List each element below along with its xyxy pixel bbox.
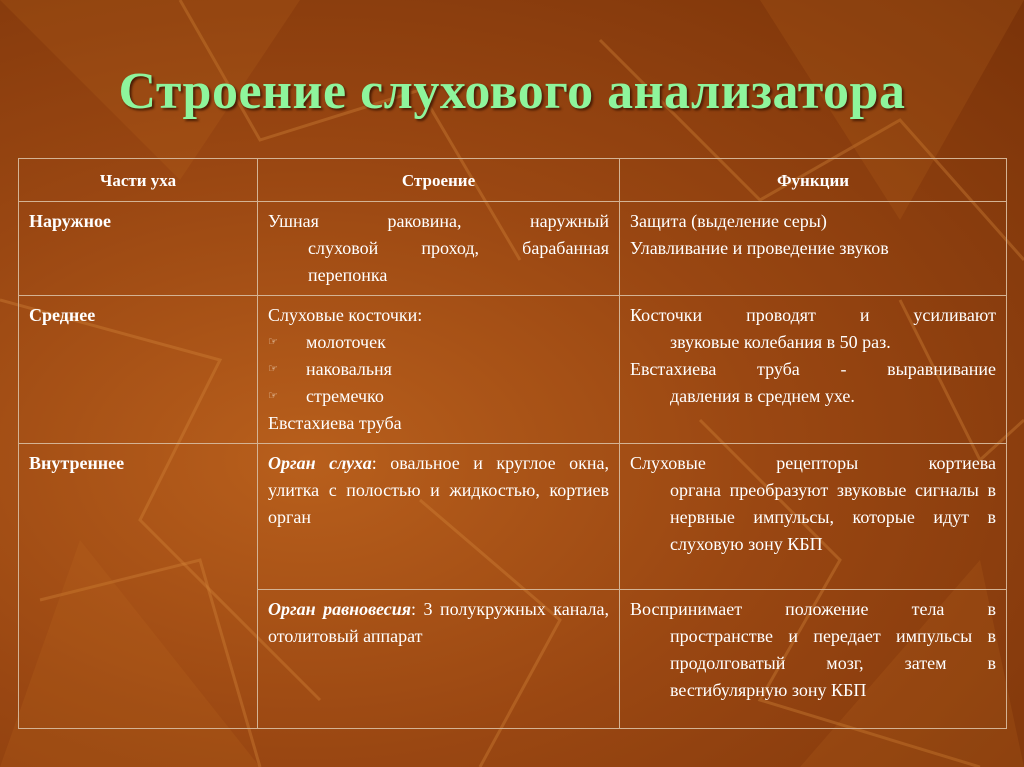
hearing-organ-text: : овальное и круглое окна, улитка с полостью и жидкостью, кортиев орган xyxy=(268,453,609,527)
table-row-middle xyxy=(19,296,1007,444)
function-hearing-first: Слуховые рецепторы кортиева xyxy=(630,453,996,473)
list-item: ☞ стремечко xyxy=(268,383,609,410)
pointing-hand-icon: ☞ xyxy=(268,363,278,375)
table-row-inner-hearing xyxy=(19,444,1007,590)
function-inner-balance xyxy=(620,590,1007,729)
structure-outer-first: Ушная раковина, наружный xyxy=(268,211,609,231)
function-middle-1-rest: звуковые колебания в 50 раз. xyxy=(670,332,891,352)
function-hearing-rest: органа преобразуют звуковые сигналы в нервные импульсы, которые идут в слуховую зону КБП xyxy=(670,480,996,554)
hearing-organ-label: Орган слуха xyxy=(268,453,372,473)
part-outer: Наружное xyxy=(19,202,258,296)
page-title: Строение слухового анализатора xyxy=(118,63,906,120)
structure-middle-heading: Слуховые косточки: xyxy=(268,305,423,325)
header-structure: Строение xyxy=(258,159,620,202)
structure-inner-hearing xyxy=(258,444,620,590)
functions-outer xyxy=(620,202,1007,296)
table-row-outer xyxy=(19,202,1007,296)
header-functions: Функции xyxy=(620,159,1007,202)
function-outer-2: Улавливание и проведение звуков xyxy=(630,238,889,258)
header-parts: Части уха xyxy=(19,159,258,202)
functions-middle xyxy=(620,296,1007,444)
structure-middle xyxy=(258,296,620,444)
function-middle-2-rest: давления в среднем ухе. xyxy=(670,386,855,406)
function-middle-2-first: Евстахиева труба - выравнивание xyxy=(630,359,996,379)
function-inner-hearing xyxy=(620,444,1007,590)
header-row xyxy=(19,159,1007,202)
list-item: ☞ наковальня xyxy=(268,356,609,383)
balance-organ-label: Орган равновесия xyxy=(268,599,412,619)
structure-outer-rest: слуховой проход, барабанная перепонка xyxy=(308,238,609,285)
structure-middle-footer: Евстахиева труба xyxy=(268,413,402,433)
structure-inner-balance xyxy=(258,590,620,729)
ear-table xyxy=(18,158,1007,729)
function-balance-rest: пространстве и передает импульсы в продолговатый мозг, затем в вестибулярную зону КБП xyxy=(670,626,996,700)
list-item: ☞ молоточек xyxy=(268,329,609,356)
function-middle-1-first: Косточки проводят и усиливают xyxy=(630,305,996,325)
part-inner: Внутреннее xyxy=(19,444,258,729)
structure-outer xyxy=(258,202,620,296)
pointing-hand-icon: ☞ xyxy=(268,390,278,402)
balance-organ-text: : 3 полукружных канала, отолитовый аппарат xyxy=(268,599,609,646)
part-middle: Среднее xyxy=(19,296,258,444)
function-outer-1: Защита (выделение серы) xyxy=(630,211,827,231)
function-balance-first: Воспринимает положение тела в xyxy=(630,599,996,619)
pointing-hand-icon: ☞ xyxy=(268,336,278,348)
